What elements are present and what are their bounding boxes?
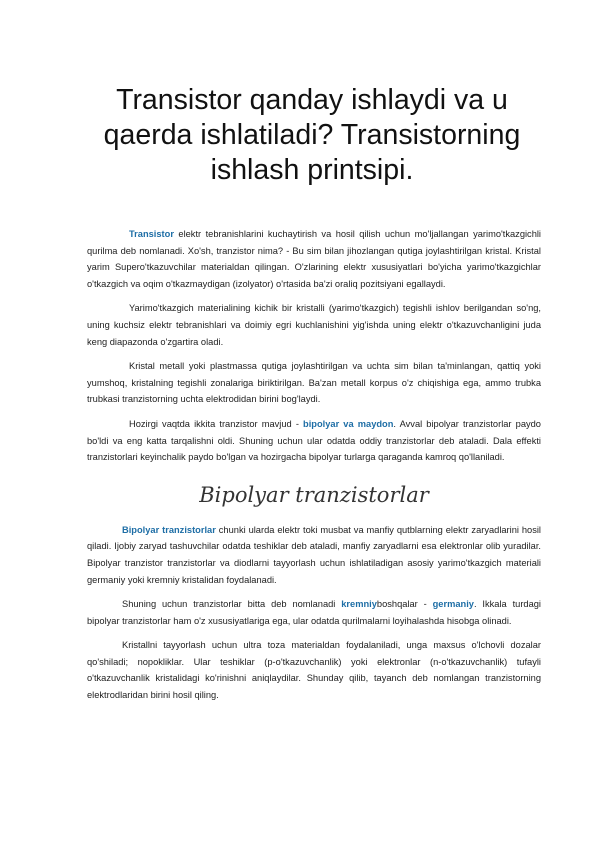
- paragraph-7: Kristallni tayyorlash uchun ultra toza materialdan foydalaniladi, unga maxsus o'lchovli dozalar qo'shiladi; nopokliklar. Ular teshiklar (p-o'tkazuvchanlik) yoki elektronlar (n-o'tkazuvchanlik) tufayli o'tkazuvchanlik kristalidagi ko'rinishni aniqlaydilar. Shunday qilib, tayanch deb nomlangan tranzistorning elektrodlaridan birini hosil qiling.: [87, 640, 541, 701]
- page-title: Transistor qanday ishlaydi va u qaerda ishlatiladi? Transistorning ishlash printsipi.: [103, 84, 521, 186]
- paragraph-6-text-a: Shuning uchun tranzistorlar bitta deb nomlanadi: [122, 599, 342, 610]
- paragraph-4: [87, 416, 541, 466]
- paragraph-6-text-c: . Ikkala turdagi bipolyar tranzistorlar ham o'z xususiyatlariga ega, ular odatda qurilmalarni loyihalashda hisobga olinadi.: [87, 599, 541, 626]
- paragraph-1: [87, 226, 541, 292]
- paragraph-4-text-b: . Avval bipolyar tranzistorlar paydo bo'ldi va eng katta tarqalishni oldi. Shuning uchun ular odatda oddiy tranzistorlar deb ataladi. Dala effekti tranzistorlari keyinchalik paydo bo'lgan va hozirgacha bipolyar turlarga qaraganda kamroq qo'llaniladi.: [87, 418, 541, 463]
- article-body: [87, 226, 541, 704]
- transistor-link[interactable]: Transistor: [129, 229, 174, 239]
- bipolar-field-link[interactable]: bipolyar va maydon: [303, 418, 394, 429]
- paragraph-5: [87, 522, 541, 588]
- paragraph-1-text: elektr tebranishlarini kuchaytirish va hosil qilish uchun mo'ljallangan yarimo'tkazgichli qurilma deb nomlanadi. Xo'sh, tranzistor nima? - Bu sim bilan jihozlangan qutiga joylashtirilgan kristal. Kristal yarim Supero'tkazuvchilar materialdan qilingan. O'zlarining elektr xususiyatlari bo'yicha yarimo'tkazgichlar o'tkazgich va oqim o'tkazmaydigan (izolyator) o'rtasida ba'zi oraliq pozitsiyani egallaydi.: [87, 229, 541, 289]
- section-heading: Bipolyar tranzistorlar: [199, 482, 429, 507]
- bipolar-transistors-link[interactable]: Bipolyar tranzistorlar: [122, 524, 216, 535]
- paragraph-6-text-b: boshqalar -: [376, 599, 433, 610]
- paragraph-2: Yarimo'tkazgich materialining kichik bir kristalli (yarimo'tkazgich) tegishli ishlov berilgandan so'ng, uning kuchsiz elektr tebranishlari va doimiy egri kuchlanishini yig'ishda uning elektr o'tkazuvchanligini juda keng diapazonda o'zgartira oladi.: [87, 303, 541, 347]
- paragraph-5-text: chunki ularda elektr toki musbat va manfiy qutblarning elektr zaryadlarini hosil qiladi. Ijobiy zaryad tashuvchilar odatda teshiklar deb ataladi, manfiy zaryadlarni esa elektronlar olib yuradilar. Bipolyar tranzistor tranzistorlar va diodlarni tayyorlash uchun ishlatiladigan asosiy yarimo'tkazgich materiali germaniy yoki kremniy kristalidan foydalanadi.: [87, 524, 541, 585]
- germanium-link[interactable]: germaniy: [432, 599, 474, 610]
- paragraph-3: Kristal metall yoki plastmassa qutiga joylashtirilgan va uchta sim bilan ta'minlangan, qattiq yoki yumshoq, kristalning tegishli zonalariga biriktirilgan. Ba'zan metall korpus o'z chiqishiga ega, ammo trubka trubkasi tranzistorning uchta elektrodidan birini bog'laydi.: [87, 361, 541, 405]
- paragraph-4-text-a: Hozirgi vaqtda ikkita tranzistor mavjud -: [129, 418, 304, 429]
- silicon-link[interactable]: kremniy: [341, 599, 377, 610]
- paragraph-6: [87, 596, 541, 629]
